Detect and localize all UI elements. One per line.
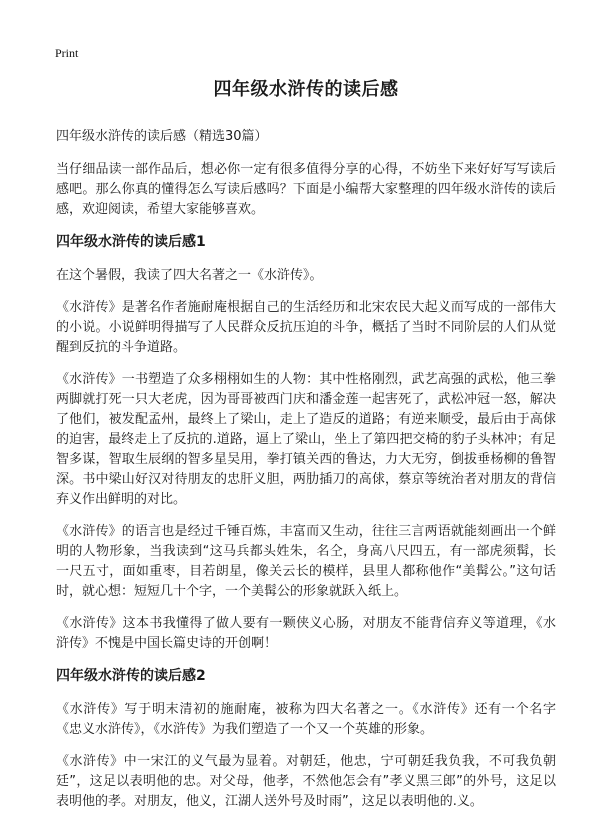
paragraph: 《水浒传》是著名作者施耐庵根据自己的生活经历和北宋农民大起义而写成的一部伟大的小说。小说鲜明得描写了人民群众反抗压迫的斗争，概括了当时不同阶层的人们从觉醒到反抗的斗争道路。 [56,300,556,355]
paragraph: 《水浒传》写于明末清初的施耐庵，被称为四大名著之一。《水浒传》还有一个名字《忠义水浒传》，《水浒传》为我们塑造了一个又一个英雄的形象。 [56,702,556,737]
paragraph: 在这个暑假，我读了四大名著之一《水浒传》。 [56,268,323,283]
paragraph: 《水浒传》的语言也是经过千锤百炼，丰富而又生动，往往三言两语就能刻画出一个鲜明的人物形象，当我读到“这马兵都头姓朱，名仝，身高八尺四五，有一部虎须髯，长一尺五寸，面如重枣，目若朗星，像关云长的模样，县里人都称他作“美髯公。”这句话时，就心想：短短几十个字，一个美髯公的形象就跃入纸上。 [56,524,556,599]
paragraph: 《水浒传》中一宋江的义气最为显着。对朝廷，他忠，宁可朝廷我负我，不可我负朝廷”，这足以表明他的忠。对父母，他孝，不然他怎会有”孝义黑三郎”的外号，这足以表明他的孝。对朋友，他义，江湖人送外号及时雨”，这足以表明他的.义。 [56,754,556,809]
paragraph: 《水浒传》这本书我懂得了做人要有一颗侠义心肠，对朋友不能背信弃义等道理，《水浒传》不愧是中国长篇史诗的开创啊！ [56,616,556,651]
article [56,78,556,824]
print-link[interactable]: Print [55,46,79,60]
page-title: 四年级水浒传的读后感 [213,79,399,100]
paragraph: 《水浒传》一书塑造了众多栩栩如生的人物：其中性格刚烈，武艺高强的武松，他三拳两脚就打死一只大老虎，因为哥哥被西门庆和潘金莲一起害死了，武松冲冠一怒，解决了他们，被发配孟州，最终上了梁山，走上了造反的道路；有逆来顺受，最后由于高俅的迫害，最终走上了反抗的.道路，逼上了梁山，坐上了第四把交椅的豹子头林冲；有足智多谋，智取生辰纲的智多星吴用，拳打镇关西的鲁达，力大无穷，倒拔垂杨柳的鲁智深。书中梁山好汉对待朋友的忠肝义胆，两肋插刀的高俅，蔡京等统治者对朋友的背信弃义作出鲜明的对比。 [56,372,556,507]
section-heading-1: 四年级水浒传的读后感1 [56,234,206,250]
section-heading-2: 四年级水浒传的读后感2 [56,668,206,684]
intro-paragraph: 当仔细品读一部作品后，想必你一定有很多值得分享的心得，不妨坐下来好好写写读后感吧。那么你真的懂得怎么写读后感吗？下面是小编帮大家整理的四年级水浒传的读后感，欢迎阅读，希望大家能够喜欢。 [56,162,556,217]
article-subtitle: 四年级水浒传的读后感（精选30篇） [56,129,268,144]
